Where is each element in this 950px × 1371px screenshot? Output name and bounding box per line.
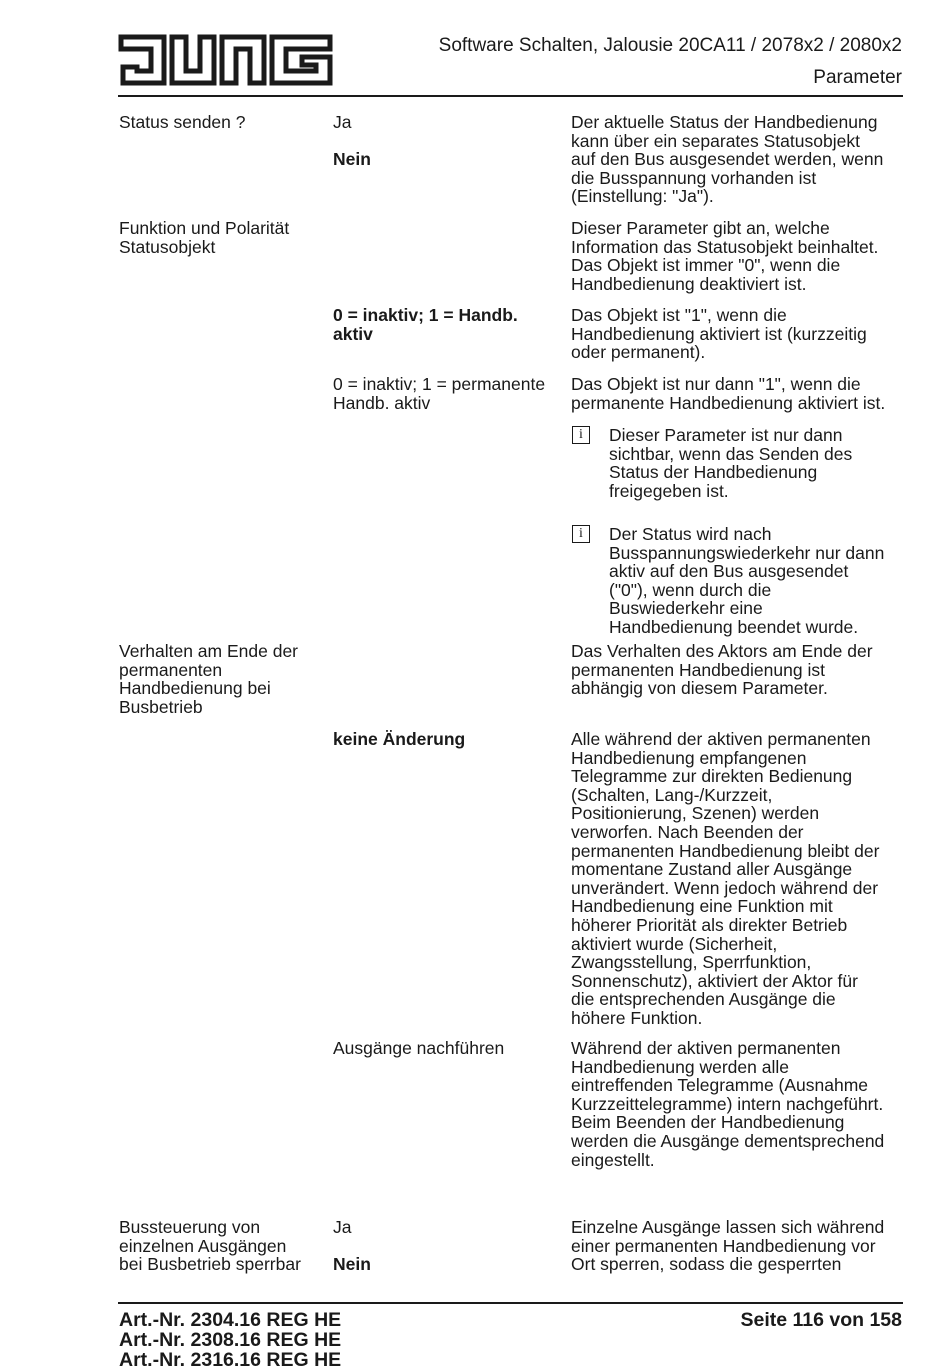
page-number: Seite 116 von 158 — [740, 1309, 902, 1331]
note-text: Der Status wird nach Busspannungswiederkehr nur dann aktiv auf den Bus ausgesendet ("0"), wenn durch die Buswiederkehr eine Handbedienung beendet wurde. — [609, 524, 885, 637]
header-rule — [118, 95, 903, 97]
option-ja: Ja — [333, 112, 352, 132]
jung-logo — [118, 33, 334, 87]
option-description: Während der aktiven permanenten Handbedienung werden alle eintreffenden Telegramme (Ausnahme Kurzzeittelegramme) intern nachgeführt. Beim Beenden der Handbedienung werden die Ausgänge dementsprechend eingestellt. — [571, 1038, 885, 1170]
document-title: Software Schalten, Jalousie 20CA11 / 2078x2 / 2080x2 — [438, 35, 902, 56]
param-description: Dieser Parameter gibt an, welche Information das Statusobjekt beinhaltet. Das Objekt ist immer "0", wenn die Handbedienung deaktiviert ist. — [571, 218, 879, 294]
article-number: Art.-Nr. 2316.16 REG HE — [119, 1349, 342, 1371]
param-label-bussteuerung: Bussteuerung von einzelnen Ausgängen bei Busbetrieb sperrbar — [119, 1217, 301, 1275]
note-text: Dieser Parameter ist nur dann sichtbar, wenn das Senden des Status der Handbedienung freigegeben ist. — [609, 425, 853, 501]
section-title: Parameter — [813, 67, 902, 88]
param-label-verhalten-ende: Verhalten am Ende der permanenten Handbedienung bei Busbetrieb — [119, 641, 299, 717]
option-description: Das Objekt ist nur dann "1", wenn die permanente Handbedienung aktiviert ist. — [571, 374, 886, 413]
option-description: Das Objekt ist "1", wenn die Handbedienung aktiviert ist (kurzzeitig oder permanent). — [571, 305, 867, 363]
article-number: Art.-Nr. 2304.16 REG HE — [119, 1309, 342, 1331]
param-label-funktion-polaritaet: Funktion und Polarität Statusobjekt — [119, 218, 290, 257]
option-keine-aenderung: keine Änderung — [333, 729, 466, 749]
param-description: Der aktuelle Status der Handbedienung kann über ein separates Statusobjekt auf den Bus ausgesendet werden, wenn die Busspannung vorhanden ist (Einstellung: "Ja"). — [571, 112, 884, 207]
article-number: Art.-Nr. 2308.16 REG HE — [119, 1329, 342, 1351]
param-label-status-senden: Status senden ? — [119, 112, 246, 132]
param-description: Einzelne Ausgänge lassen sich während einer permanenten Handbedienung vor Ort sperren, sodass die gesperrten — [571, 1217, 885, 1275]
option-ausgaenge-nachfuehren: Ausgänge nachführen — [333, 1038, 505, 1058]
info-icon: i — [572, 426, 590, 444]
footer-rule — [118, 1302, 903, 1304]
option-description: Alle während der aktiven permanenten Handbedienung empfangenen Telegramme zur direkten Bedienung (Schalten, Lang-/Kurzzeit, Positionierung, Szenen) werden verworfen. Nach Beenden der permanenten Handbedienung bleibt der momentane Zustand aller Ausgänge unverändert. Wenn jedoch während der Handbedienung eine Funktion mit höherer Priorität als direkter Betrieb aktiviert wurde (Sicherheit, Zwangsstellung, Sperrfunktion, Sonnenschutz), aktiviert der Aktor für die entsprechenden Ausgänge die höhere Funktion. — [571, 729, 880, 1028]
param-description: Das Verhalten des Aktors am Ende der permanenten Handbedienung ist abhängig von diesem Parameter. — [571, 641, 873, 699]
option-handb-aktiv: 0 = inaktiv; 1 = Handb. aktiv — [333, 305, 518, 344]
option-nein: Nein — [333, 1254, 371, 1274]
info-icon: i — [572, 525, 590, 543]
option-permanente-handb-aktiv: 0 = inaktiv; 1 = permanente Handb. aktiv — [333, 374, 546, 413]
option-ja: Ja — [333, 1217, 352, 1237]
option-nein: Nein — [333, 149, 371, 169]
